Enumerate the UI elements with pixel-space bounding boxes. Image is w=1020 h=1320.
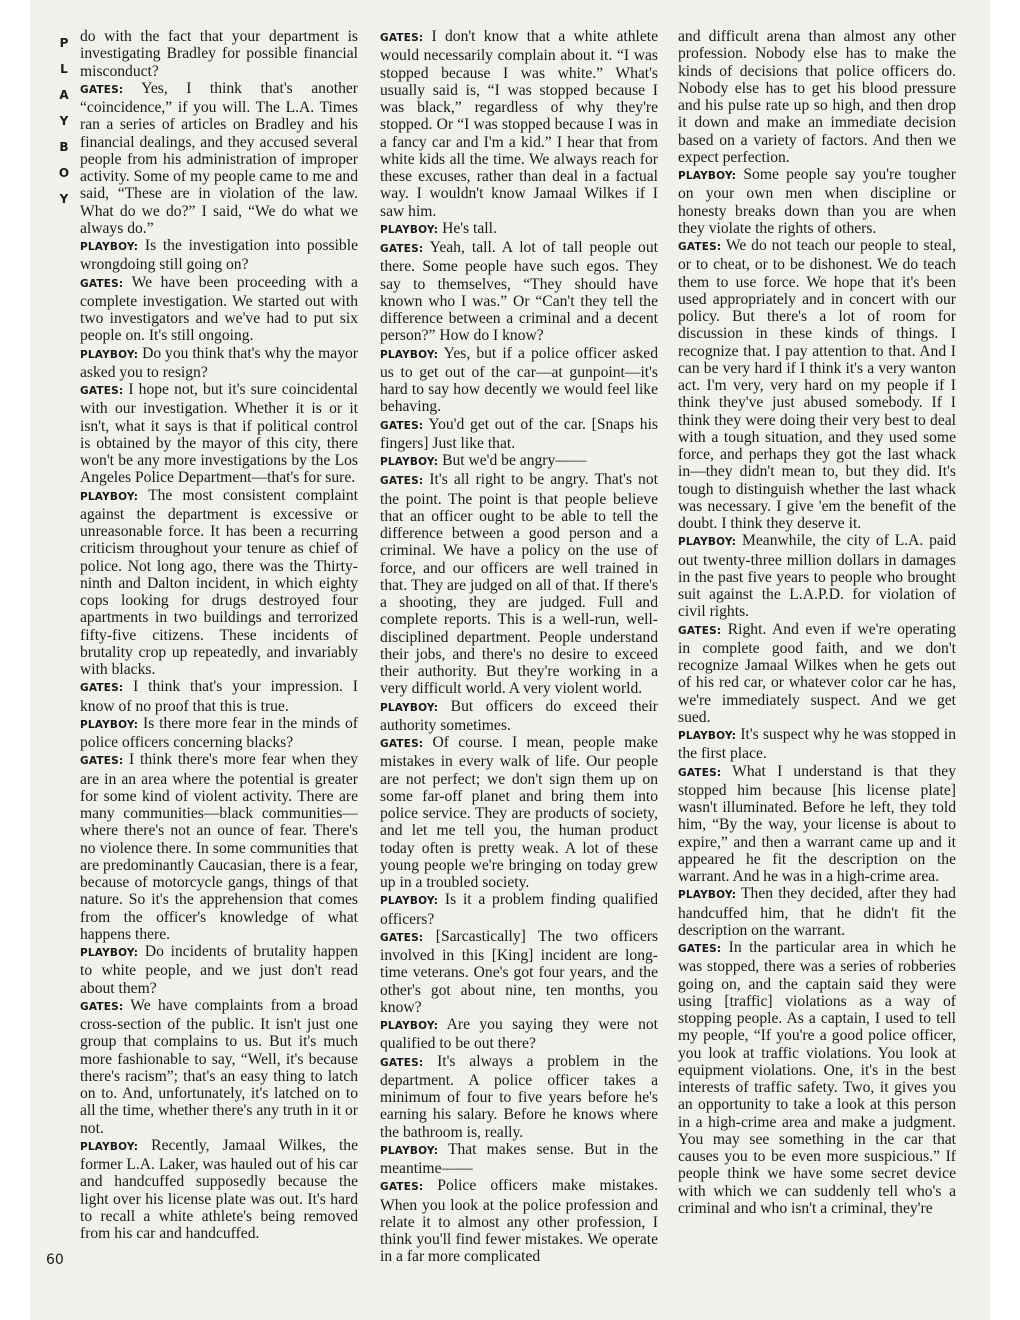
- speaker-label: GATES:: [380, 419, 424, 432]
- speaker-label: GATES:: [380, 243, 424, 255]
- paragraph-text: Right. And even if we're operating in complete good faith, and we don't recognize Jamaal Wilkes when he gets out of his red car, or whatever color car he has, we're immediately suspect. And we get sued.: [678, 620, 956, 726]
- paragraph-text: We have been proceeding with a complete investigation. We started out with two investigators and we've had to put six people on. It's still ongoing.: [80, 273, 358, 345]
- speaker-label: GATES:: [80, 682, 124, 695]
- text-column-3: [678, 28, 956, 1278]
- paragraph-text: Then they decided, after they had handcuffed him, that he didn't fit the description on the warrant.: [678, 885, 956, 939]
- speaker-label: PLAYBOY:: [80, 947, 139, 959]
- speaker-label: PLAYBOY:: [380, 456, 439, 468]
- side-label-letter: B: [59, 140, 69, 154]
- interview-paragraph: [380, 1016, 658, 1053]
- speaker-label: PLAYBOY:: [678, 730, 737, 742]
- side-label-letter: Y: [59, 114, 69, 128]
- interview-paragraph: [80, 274, 358, 345]
- paragraph-text: and difficult arena than almost any other profession. Nobody else has to make the kinds of decisions that police officers do. Nobody else has to get his blood pressure and his pulse rate up so high, and then drop it down and make an immediate decision based on a variety of factors. And then we expect perfection.: [678, 28, 956, 166]
- speaker-label: PLAYBOY:: [380, 348, 439, 361]
- interview-paragraph: [380, 28, 658, 220]
- side-label-letter: A: [59, 88, 69, 102]
- paragraph-text: Yeah, tall. A lot of tall people out there. Some people have such egos. They say to themselves, “They should have known who I was.” Or “Can't they tell the difference between a criminal and a decent person?” How do I know?: [380, 239, 658, 345]
- speaker-label: PLAYBOY:: [80, 490, 139, 503]
- speaker-label: GATES:: [80, 277, 124, 290]
- paragraph-text: Yes, I think that's another “coincidence,” if you will. The L.A. Times ran a series of articles on Bradley and his financial dealings, and they accused several people from his administration of improper activity. Some of my people came to me and said, “These are in violation of the law. What do we do?” I said, “We do what we always do.”: [80, 79, 358, 237]
- interview-paragraph: [678, 28, 956, 166]
- interview-paragraph: [380, 928, 658, 1016]
- interview-paragraph: [678, 621, 956, 727]
- text-column-2: [380, 28, 658, 1278]
- speaker-label: GATES:: [678, 766, 722, 779]
- paragraph-text: Yes, but if a police officer asked us to get out of the car—at gunpoint—it's hard to say how decently we would feel like behaving.: [380, 344, 658, 416]
- paragraph-text: The most consistent complaint against the department is excessive or unreasonable force. It has been a recurring criticism throughout your tenure as chief of police. Not long ago, there was the Thirty-ninth and Dalton incident, in which eighty cops looking for drugs destroyed four apartments in two buildings and terrorized fifty-five citizens. These incidents of brutality crop up repeatedly, and invariably with blacks.: [80, 486, 358, 678]
- paragraph-text: I think that's your impression. I know of no proof that this is true.: [80, 678, 358, 715]
- speaker-label: GATES:: [80, 755, 124, 768]
- paragraph-text: Is it a problem finding qualified officers?: [380, 891, 658, 928]
- magazine-page: [30, 0, 990, 1320]
- paragraph-text: We do not teach our people to steal, or to cheat, or to be dishonest. We do teach them to use force. We hope that it's been used appropriately and in concert with our policy. But there's a lot of room for discussion in these kinds of things. I recognize that. I pay attention to that. And I can be very hard if I think it's a very wanton act. I'm very, very hard on my people if I think they've just abused somebody. If I think they were doing their very best to deal with a tough situation, and they used some force, and perhaps they got the last whack in—they didn't mean to, but they did. It's tough to distinguish whether the last whack was necessary. I give 'em the benefit of the doubt. I think they deserve it.: [678, 237, 956, 532]
- interview-paragraph: [80, 997, 358, 1137]
- interview-paragraph: [678, 237, 956, 532]
- interview-paragraph: [80, 943, 358, 997]
- interview-paragraph: [80, 1137, 358, 1243]
- speaker-label: PLAYBOY:: [380, 223, 439, 236]
- speaker-label: PLAYBOY:: [80, 241, 139, 253]
- paragraph-text: In the particular area in which he was stopped, there was a series of robberies going on, and the captain said they were using [traffic] violations as a way of stopping people. As a captain, I used to tell my people, “If you're a good police officer, you look at traffic violations. You look at equipment violations. One, it's in the best interests of traffic safety. Two, it gives you an opportunity to take a look at this person in a high-crime area and make a judgment. You may see something in the car that causes you to be even more suspicious.” If people think we have some secret device with which we can suddenly tell who's a criminal and who isn't a criminal, they're: [678, 939, 956, 1217]
- paragraph-text: Is there more fear in the minds of police officers concerning blacks?: [80, 714, 358, 751]
- paragraph-text: Do you think that's why the mayor asked you to resign?: [80, 344, 358, 381]
- paragraph-text: Is the investigation into possible wrongdoing still going on?: [80, 237, 358, 274]
- paragraph-text: It's suspect why he was stopped in the first place.: [678, 726, 956, 763]
- paragraph-text: Of course. I mean, people make mistakes in every walk of life. Our people are not perfect; we don't sign them up on some far-off planet and bring them into police service. They are products of society, and let me tell you, the human product today often is pretty weak. A lot of these young people we're bringing on today grew up in a troubled society.: [380, 734, 658, 891]
- paragraph-text: That makes sense. But in the meantime——: [380, 1140, 658, 1177]
- text-column-1: [80, 28, 358, 1278]
- interview-paragraph: [80, 487, 358, 679]
- side-label-letter: L: [60, 62, 68, 76]
- interview-paragraph: [380, 1141, 658, 1178]
- interview-paragraph: [80, 28, 358, 80]
- interview-paragraph: [80, 345, 358, 382]
- speaker-label: PLAYBOY:: [380, 701, 439, 714]
- interview-paragraph: [380, 239, 658, 345]
- speaker-label: PLAYBOY:: [380, 1144, 439, 1157]
- speaker-label: PLAYBOY:: [678, 170, 737, 182]
- speaker-label: GATES:: [80, 1000, 124, 1013]
- interview-paragraph: [380, 1177, 658, 1265]
- interview-paragraph: [380, 220, 658, 239]
- interview-paragraph: [80, 678, 358, 715]
- paragraph-text: [Sarcastically] The two officers involved in this [King] incident are long-time veterans. One's got four years, and the other's got about nine, ten months, you know?: [380, 927, 658, 1016]
- interview-paragraph: [678, 763, 956, 886]
- interview-paragraph: [80, 715, 358, 752]
- speaker-label: GATES:: [380, 1056, 424, 1069]
- paragraph-text: Police officers make mistakes. When you look at the police profession and relate it to almost any other profession, I think you'll find fewer mistakes. We operate in a far more complicated: [380, 1177, 658, 1266]
- speaker-label: GATES:: [678, 943, 722, 955]
- paragraph-text: We have complaints from a broad cross-section of the public. It isn't just one group that complains to us. But it's much more fashionable to say, “Well, it's because there's racism”; that's an easy thing to latch on to. And, unfortunately, it's latched on to all the time, whether there's any truth in it or not.: [80, 996, 358, 1137]
- paragraph-text: I think there's more fear when they are in an area where the potential is greater for some kind of violent activity. There are many communities—black communities—where there's not an ounce of fear. There's no violence there. In some communities that are predominantly Caucasian, there is a fear, because of motorcycle gangs, things of that nature. So it's the apprehension that comes from the officer's knowledge of what happens there.: [80, 751, 358, 943]
- paragraph-text: Do incidents of brutality happen to white people, and we just don't read about them?: [80, 943, 358, 997]
- speaker-label: PLAYBOY:: [380, 1020, 439, 1032]
- speaker-label: PLAYBOY:: [678, 889, 737, 902]
- speaker-label: PLAYBOY:: [380, 895, 439, 908]
- interview-paragraph: [80, 381, 358, 487]
- paragraph-text: Recently, Jamaal Wilkes, the former L.A. Laker, was hauled out of his car and handcuffed supposedly because the light over his license plate was out. It's hard to recall a white athlete's being removed from his car and handcuffed.: [80, 1136, 358, 1242]
- paragraph-text: I don't know that a white athlete would necessarily complain about it. “I was stopped because I was white.” What's usually said is, “I was stopped because I was black,” regardless of why they're stopped. Or “I was stopped because I was in a fancy car and I'm a kid.” I hear that from white kids all the time. We always reach for these excuses, rather than deal in a factual way. I wouldn't know Jamaal Wilkes if I saw him.: [380, 28, 658, 220]
- interview-paragraph: [678, 939, 956, 1217]
- interview-paragraph: [380, 471, 658, 697]
- paragraph-text: You'd get out of the car. [Snaps his fingers] Just like that.: [380, 415, 658, 452]
- side-label-letter: Y: [59, 192, 69, 206]
- interview-paragraph: [678, 885, 956, 939]
- speaker-label: PLAYBOY:: [80, 1140, 139, 1153]
- speaker-label: GATES:: [678, 241, 722, 253]
- paragraph-text: Some people say you're tougher on your own men when discipline or honesty breaks down than you are when they violate the rights of others.: [678, 166, 956, 237]
- paragraph-text: But we'd be angry——: [442, 452, 587, 469]
- speaker-label: PLAYBOY:: [678, 536, 737, 549]
- speaker-label: PLAYBOY:: [80, 718, 139, 731]
- side-label-letter: P: [59, 36, 69, 50]
- paragraph-text: It's all right to be angry. That's not the point. The point is that people believe that an officer ought to be able to tell the difference between a good person and a criminal. We have a policy on the use of force, and our officers are well trained in that. They are judged on all of that. If there's a shooting, they are judged. Full and complete reports. This is a well-run, well-disciplined department. People understand their jobs, and there's no desire to exceed their authority. But they're working in a very difficult world. A very violent world.: [380, 471, 658, 698]
- speaker-label: GATES:: [80, 385, 124, 397]
- speaker-label: GATES:: [380, 738, 424, 750]
- speaker-label: PLAYBOY:: [80, 348, 139, 361]
- interview-paragraph: [80, 80, 358, 237]
- interview-paragraph: [678, 726, 956, 763]
- paragraph-text: I hope not, but it's sure coincidental with our investigation. Whether it is or it isn't, what it says is that if political control is obtained by the mayor of this city, there won't be any more investigations by the Los Angeles Police Department—that's for sure.: [80, 381, 358, 487]
- interview-paragraph: [678, 532, 956, 620]
- paragraph-text: do with the fact that your department is investigating Bradley for possible financial misconduct?: [80, 28, 358, 80]
- interview-paragraph: [678, 166, 956, 237]
- interview-paragraph: [380, 416, 658, 453]
- speaker-label: GATES:: [80, 83, 124, 96]
- interview-paragraph: [380, 1053, 658, 1141]
- paragraph-text: It's always a problem in the department. A police officer takes a minimum of four to five years before he's earning his salary. Before he knows where the bathroom is, really.: [380, 1052, 658, 1141]
- paragraph-text: He's tall.: [442, 219, 497, 237]
- paragraph-text: But officers do exceed their authority sometimes.: [380, 697, 658, 734]
- interview-paragraph: [380, 452, 658, 471]
- paragraph-text: What I understand is that they stopped him because [his license plate] wasn't illuminated. Before he left, they told him, “By the way, your license is about to expire,” and then a warrant came up and it appeared he fit the description on the warrant. And he was in a high-crime area.: [678, 762, 956, 885]
- speaker-label: GATES:: [678, 624, 722, 637]
- interview-paragraph: [380, 891, 658, 928]
- speaker-label: GATES:: [380, 931, 424, 944]
- speaker-label: GATES:: [380, 475, 424, 488]
- interview-paragraph: [80, 751, 358, 943]
- paragraph-text: Are you saying they were not qualified to be out there?: [380, 1016, 658, 1053]
- interview-paragraph: [80, 237, 358, 274]
- interview-paragraph: [380, 734, 658, 891]
- magazine-side-label: [54, 30, 74, 212]
- side-label-letter: O: [58, 166, 70, 180]
- page-number: 60: [46, 1252, 64, 1268]
- speaker-label: GATES:: [380, 32, 424, 44]
- speaker-label: GATES:: [380, 1181, 424, 1194]
- interview-paragraph: [380, 698, 658, 735]
- paragraph-text: Meanwhile, the city of L.A. paid out twenty-three million dollars in damages in the past five years to people who brought suit against the L.A.P.D. for violation of civil rights.: [678, 532, 956, 621]
- interview-paragraph: [380, 345, 658, 416]
